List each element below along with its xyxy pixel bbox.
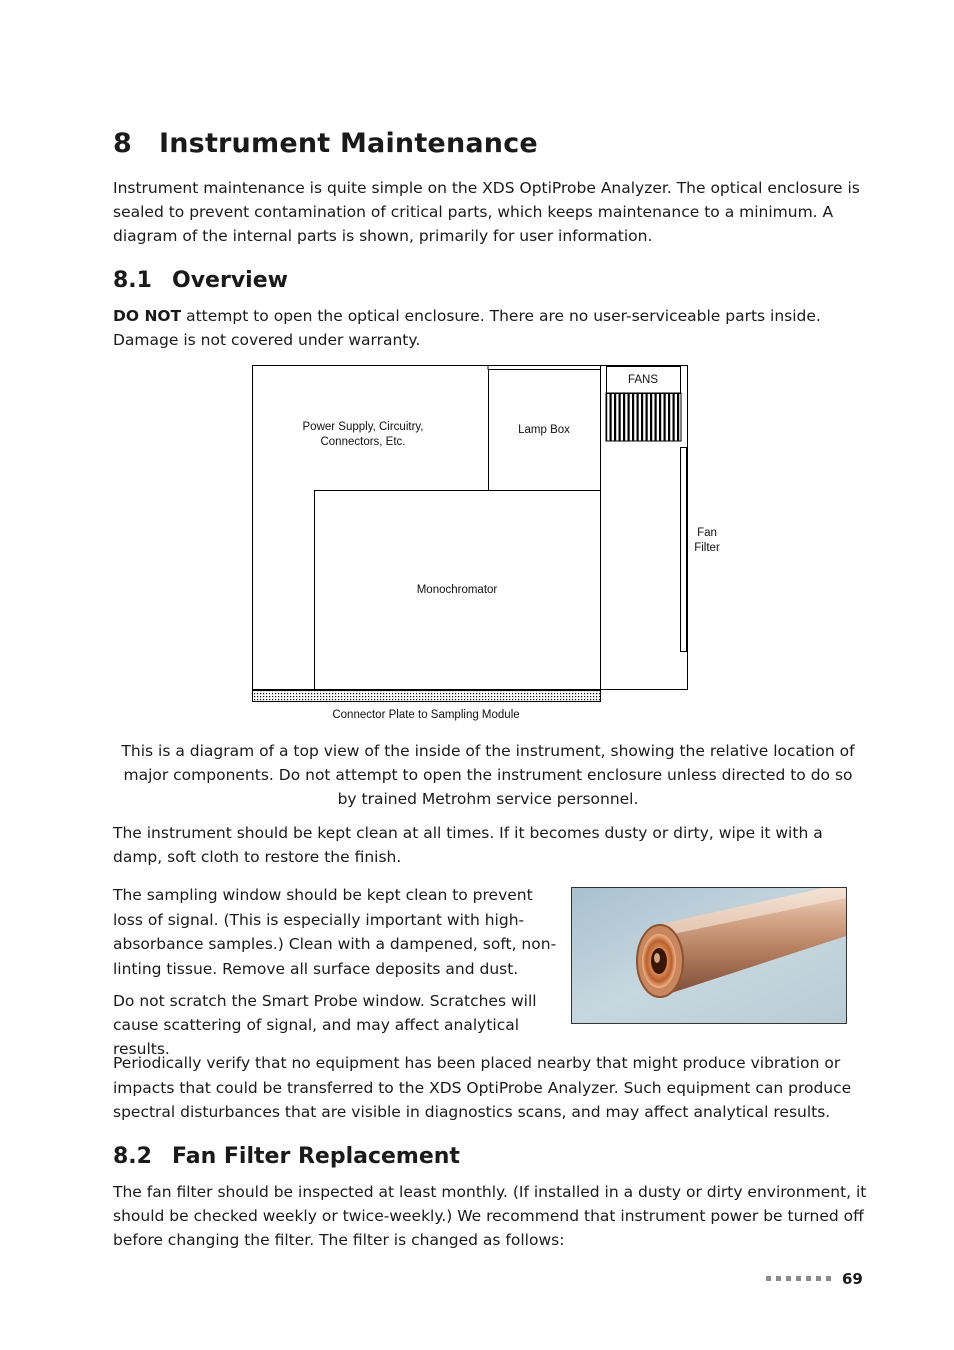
section-number: 8.2 [113, 1144, 152, 1169]
section-title: Fan Filter Replacement [172, 1144, 460, 1169]
clean-paragraph: The instrument should be kept clean at all times. If it becomes dusty or dirty, wipe it with a damp, soft cloth to restore the finish. [113, 824, 823, 866]
page-number: 69 [842, 1270, 863, 1288]
warning-text: attempt to open the optical enclosure. There are no user-serviceable parts inside. Damage is not covered under warranty. [113, 307, 821, 349]
footer-dots [766, 1276, 831, 1281]
label-power-supply-2: Connectors, Etc. [320, 436, 406, 448]
chapter-title: Instrument Maintenance [159, 128, 538, 159]
chapter-number: 8 [113, 128, 132, 159]
label-fans: FANS [627, 374, 659, 386]
overview-warning [113, 304, 868, 352]
label-power-supply-1: Power Supply, Circuitry, [302, 421, 424, 433]
section-fan-heading [113, 1144, 460, 1169]
vibration-paragraph: Periodically verify that no equipment has been placed nearby that might produce vibration or impacts that could be transferred to the XDS OptiProbe Analyzer. Such equipment can produce spectral disturbances that are visible in diagnostics scans, and may affect analytical results. [113, 1054, 852, 1121]
instrument-diagram [245, 360, 735, 728]
connector-plate [253, 691, 601, 702]
chapter-heading [113, 128, 538, 159]
label-lamp-box: Lamp Box [518, 424, 570, 436]
section-overview-heading [113, 268, 288, 293]
fan-filter-slot [681, 448, 687, 652]
section-title: Overview [172, 268, 288, 293]
chapter-intro: Instrument maintenance is quite simple on the XDS OptiProbe Analyzer. The optical enclosure is sealed to prevent contamination of critical parts, which keeps maintenance to a minimum. A diagram of the internal parts is shown, primarily for user information. [113, 179, 860, 245]
fan-filter-paragraph: The fan filter should be inspected at least monthly. (If installed in a dusty or dirty environment, it should be checked weekly or twice-weekly.) We recommend that instrument power be turned off before changing the filter. The filter is changed as follows: [113, 1183, 867, 1249]
enclosure-outline [253, 366, 601, 690]
scratch-paragraph: Do not scratch the Smart Probe window. Scratches will cause scattering of signal, and may affect analytical results. [113, 992, 537, 1058]
label-fan-filter-1: Fan [697, 527, 717, 539]
label-fan-filter-2: Filter [694, 542, 720, 554]
warning-emphasis: DO NOT [113, 307, 182, 325]
label-monochromator: Monochromator [416, 584, 498, 596]
diagram-caption: This is a diagram of a top view of the inside of the instrument, showing the relative location of major components. Do not attempt to open the instrument enclosure unless directed to do so by trained Metrohm service personnel. [121, 742, 855, 808]
section-number: 8.1 [113, 268, 152, 293]
probe-image [572, 888, 846, 1023]
fan-grille [606, 393, 681, 441]
window-paragraph: The sampling window should be kept clean to prevent loss of signal. (This is especially important with high-absorbance samples.) Clean with a dampened, soft, non-linting tissue. Remove all surface deposits and dust. [113, 886, 557, 978]
label-connector-plate: Connector Plate to Sampling Module [332, 709, 520, 721]
probe-photo [571, 887, 847, 1024]
